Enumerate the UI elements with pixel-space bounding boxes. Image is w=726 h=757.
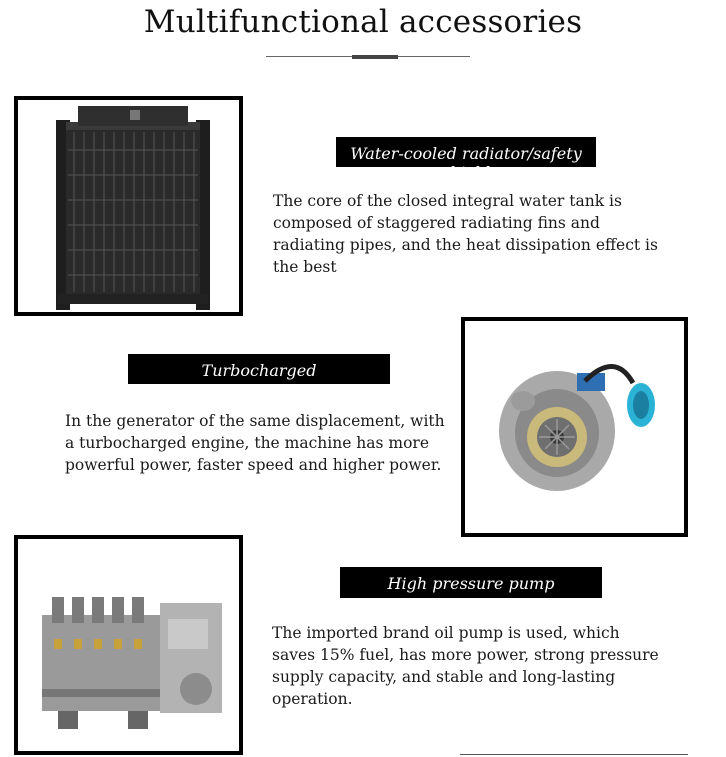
section-label-turbocharged: Turbocharged — [128, 354, 390, 384]
radiator-image-frame — [14, 96, 243, 316]
section-label-radiator: Water-cooled radiator/safety shield — [336, 137, 596, 167]
title-divider-accent — [352, 55, 398, 59]
page-title: Multifunctional accessories — [143, 4, 583, 40]
bottom-divider — [460, 754, 688, 755]
fuel-pump-image — [18, 539, 239, 751]
section-description-radiator: The core of the closed integral water tank is composed of staggered radiating fins and radiating pipes, and the heat dissipation effect is the best — [273, 192, 658, 276]
section-label-high-pressure-pump: High pressure pump — [340, 567, 602, 598]
turbocharger-image — [465, 321, 684, 533]
section-description-turbocharged: In the generator of the same displacement, with a turbocharged engine, the machine has more powerful power, faster speed and higher power. — [65, 412, 445, 474]
radiator-image — [18, 100, 239, 312]
section-description-high-pressure-pump: The imported brand oil pump is used, which saves 15% fuel, has more power, strong pressure supply capacity, and stable and long-lasting operation. — [272, 624, 659, 708]
fuel-pump-image-frame — [14, 535, 243, 755]
turbocharger-image-frame — [461, 317, 688, 537]
